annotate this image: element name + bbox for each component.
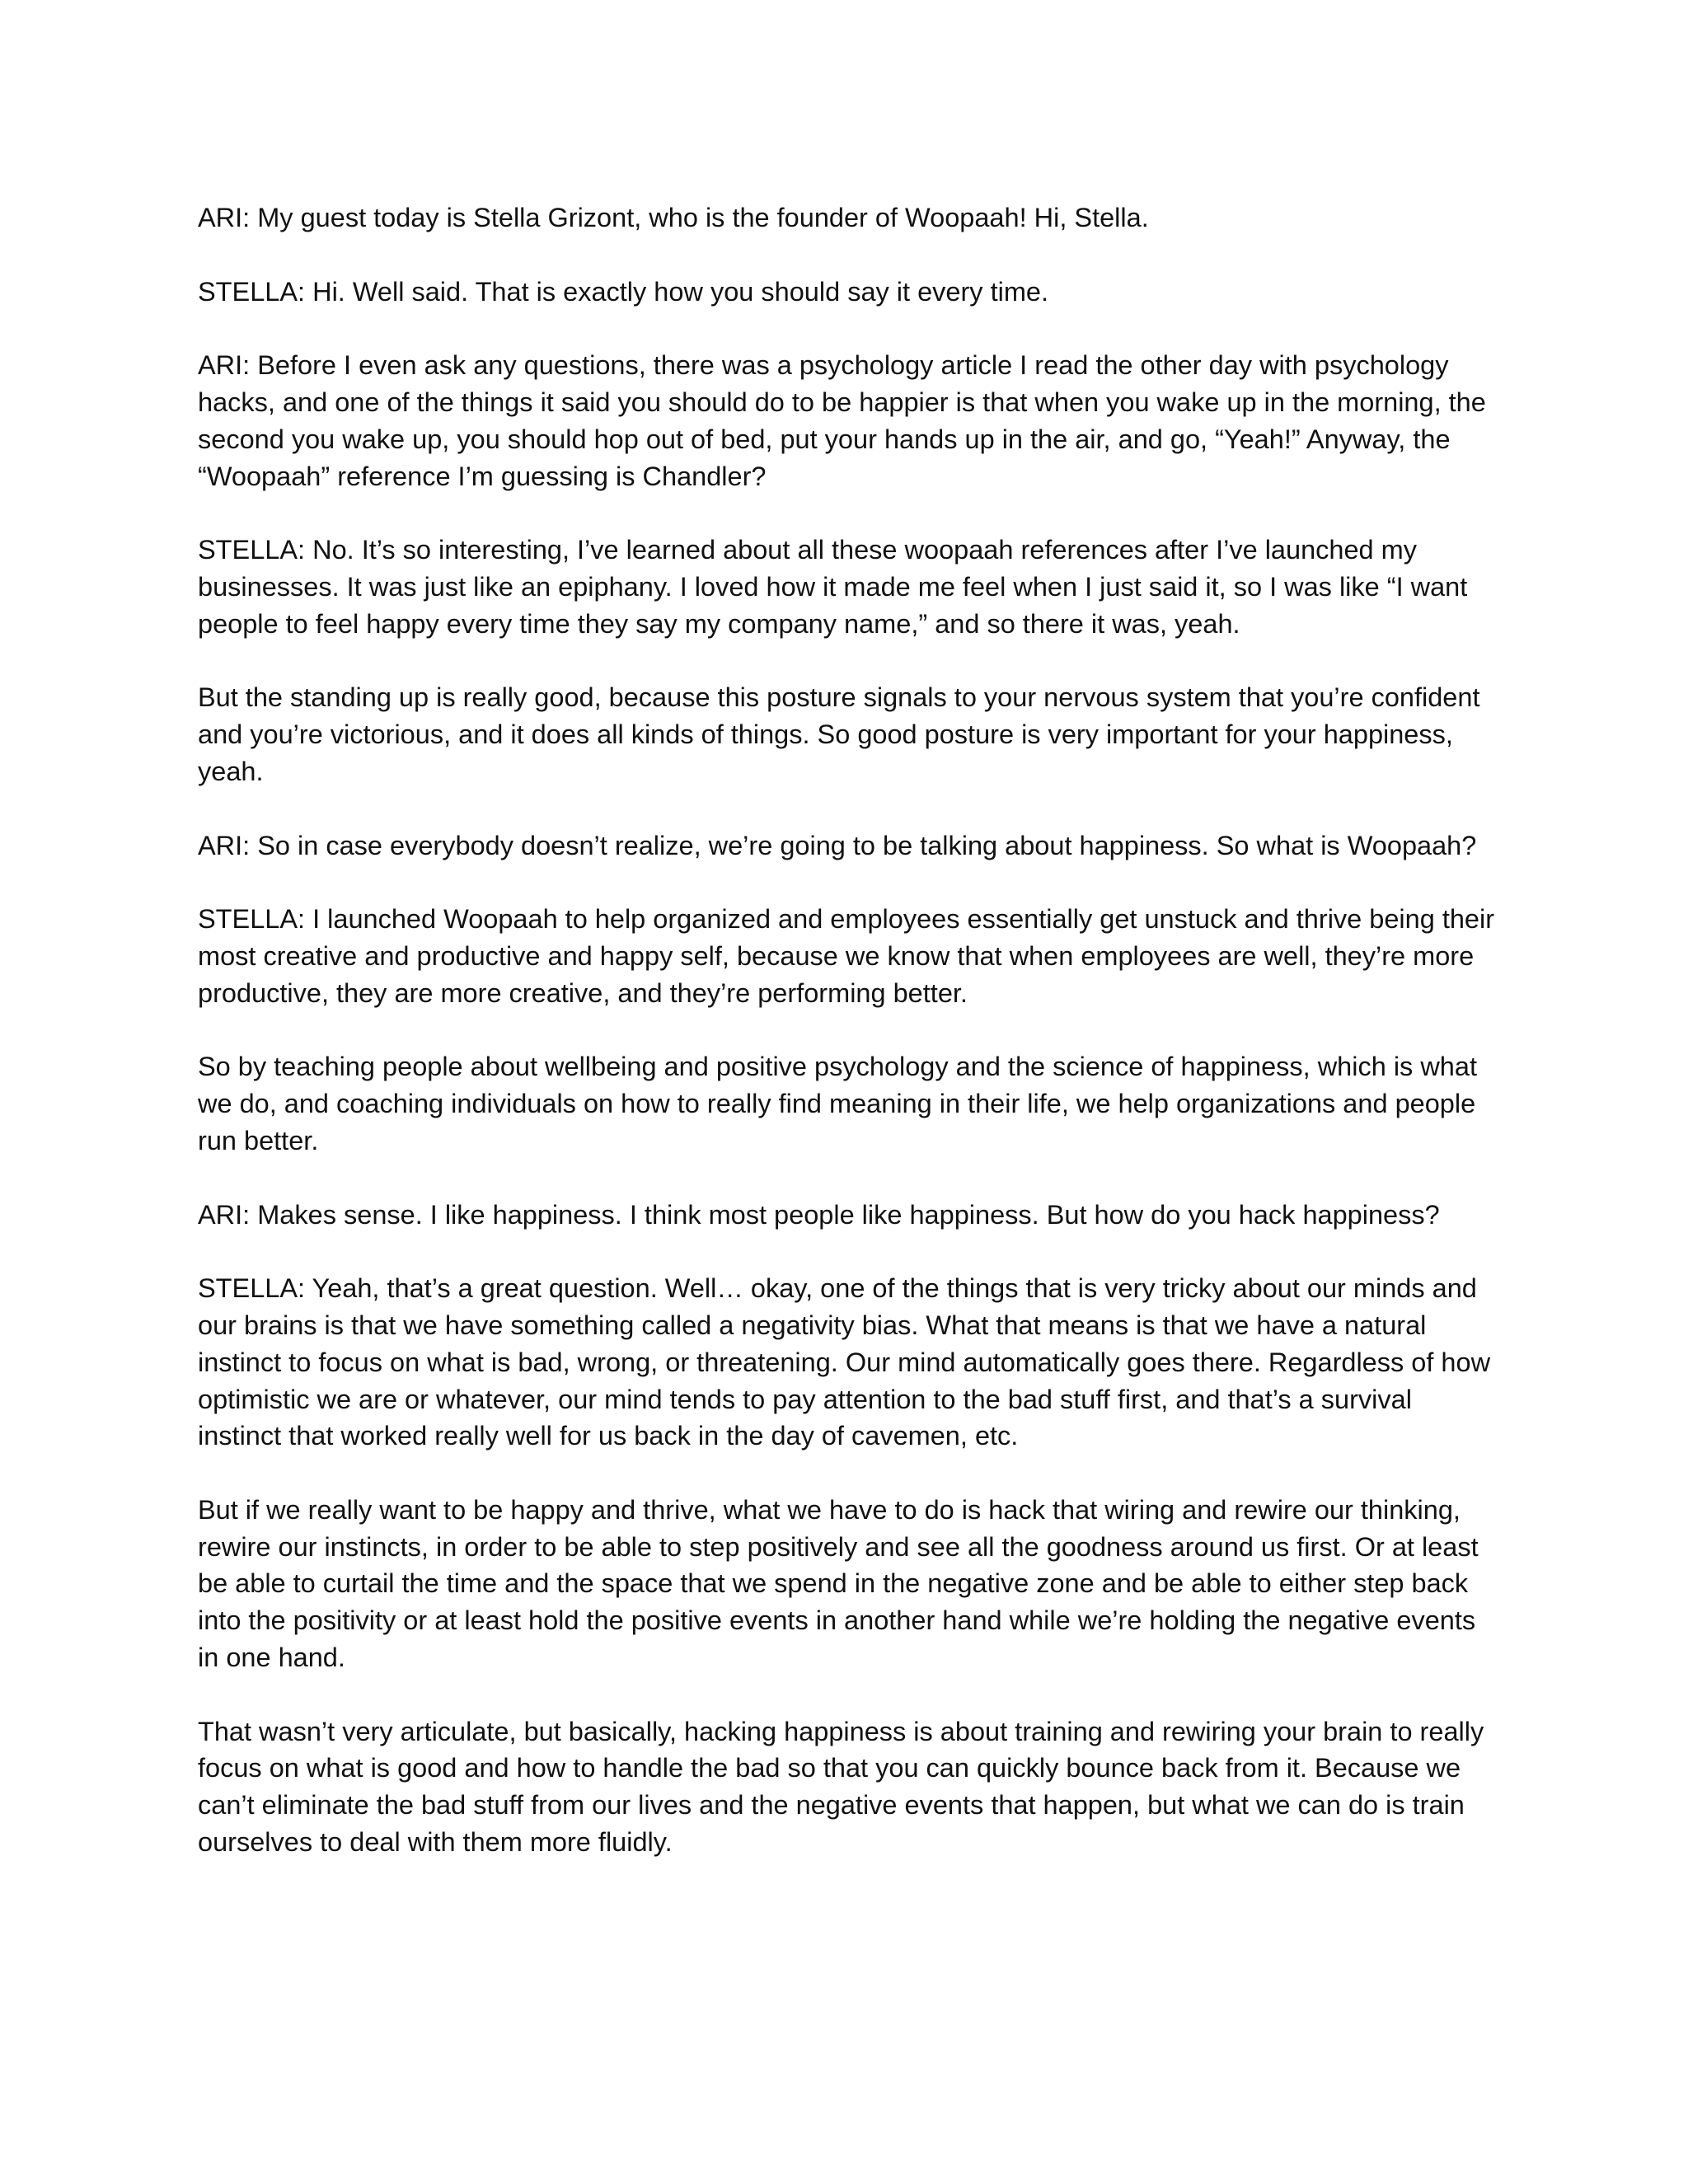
paragraph-stella-launch: STELLA: I launched Woopaah to help organized and employees essentially get unstuck and thrive being their most creative and productive and happy self, because we know that when employees are well, they’re more productive, they are more creative, and they’re performing better. [198,904,1495,1008]
paragraph-ari-psychology-hacks: ARI: Before I even ask any questions, there was a psychology article I read the other day with psychology hacks, and one of the things it said you should do to be happier is that when you wake up in the morning, the second you wake up, you should hop out of bed, put your hands up in the air, and go, “Yeah!” Anyway, the “Woopaah” reference I’m guessing is Chandler? [198,350,1486,491]
paragraph-stella-negativity-bias: STELLA: Yeah, that’s a great question. Well… okay, one of the things that is very tricky about our minds and our brains is that we have something called a negativity bias. What that means is that we have a natural instinct to focus on what is bad, wrong, or threatening. Our mind automatically goes there. Regardless of how optimistic we are or whatever, our mind tends to pay attention to the bad stuff first, and that’s a survival instinct that worked really well for us back in the day of cavemen, etc. [198,1273,1491,1451]
paragraph-stella-teaching: So by teaching people about wellbeing and positive psychology and the science of happiness, which is what we do, and coaching individuals on how to really find meaning in their life, we help organizations and people run better. [198,1052,1477,1155]
paragraph-stella-posture: But the standing up is really good, because this posture signals to your nervous system that you’re confident and you’re victorious, and it does all kinds of things. So good posture is very important for your happiness, yeah. [198,682,1480,786]
paragraph-ari-what-is-woopaah: ARI: So in case everybody doesn’t realize, we’re going to be talking about happiness. So what is Woopaah? [198,830,1477,860]
paragraph-stella-conclusion: That wasn’t very articulate, but basically, hacking happiness is about training and rewiring your brain to really focus on what is good and how to handle the bad so that you can quickly bounce back from it. Because we can’t eliminate the bad stuff from our lives and the negative events that happen, but what we can do is train ourselves to deal with them more fluidly. [198,1716,1484,1858]
paragraph-ari-hack-question: ARI: Makes sense. I like happiness. I think most people like happiness. But how do you hack happiness? [198,1199,1440,1230]
transcript-body [198,199,1500,1898]
paragraph-stella-woopaah-origin: STELLA: No. It’s so interesting, I’ve learned about all these woopaah references after I’ve launched my businesses. It was just like an epiphany. I loved how it made me feel when I just said it, so I was like “I want people to feel happy every time they say my company name,” and so there it was, yeah. [198,535,1468,639]
paragraph-ari-intro: ARI: My guest today is Stella Grizont, who is the founder of Woopaah! Hi, Stella. [198,203,1149,232]
paragraph-stella-rewire: But if we really want to be happy and thrive, what we have to do is hack that wiring and rewire our thinking, rewire our instincts, in order to be able to step positively and see all the goodness around us first. Or at least be able to curtail the time and the space that we spend in the negative zone and be able to either step back into the positivity or at least hold the positive events in another hand while we’re holding the negative events in one hand. [198,1494,1479,1673]
paragraph-stella-greeting: STELLA: Hi. Well said. That is exactly how you should say it every time. [198,276,1049,307]
